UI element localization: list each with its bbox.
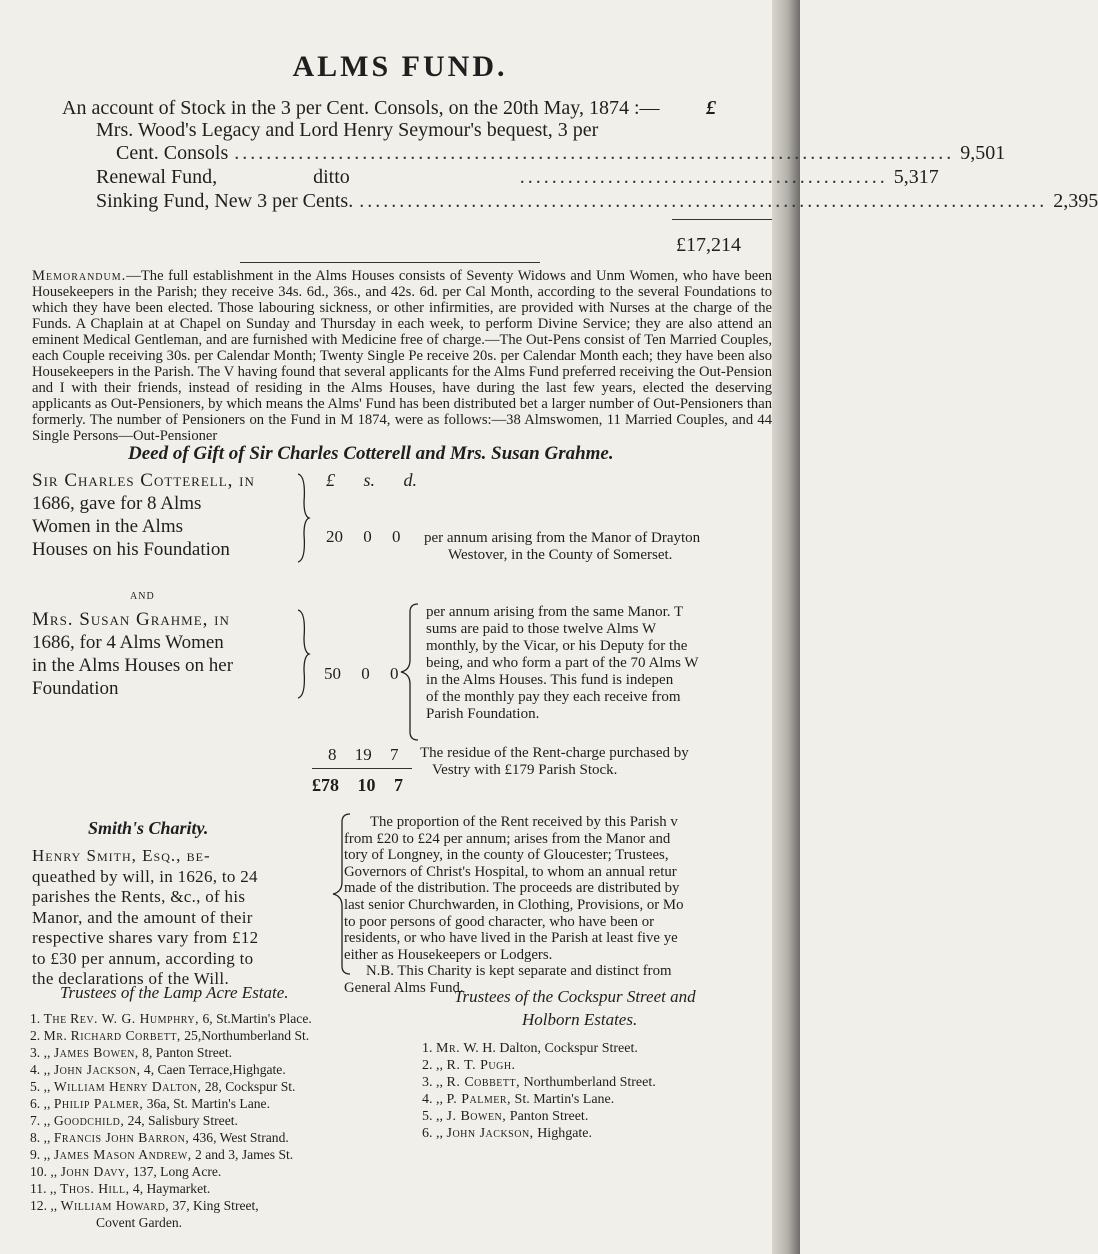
section-rule [240, 262, 540, 263]
legacy-label: Cent. Consols [116, 142, 229, 164]
residue-text: The residue of the Rent-charge purchased by Vestry with £179 Parish Stock. [420, 745, 689, 778]
list-item: 5. ,, William Henry Dalton, 28, Cockspur St. [30, 1079, 296, 1094]
memorandum [32, 268, 772, 444]
page-title: ALMS FUND. [292, 50, 508, 83]
cotterell-amount: 20 0 0 [326, 527, 401, 546]
cotterell-brace-icon [296, 472, 310, 564]
renewal-ditto: ditto [313, 166, 350, 188]
sinking-label: Sinking Fund, New 3 per Cents. [96, 190, 354, 212]
grahme-description: Mrs. Susan Grahme, in 1686, for 4 Alms Women in the Alms Houses on her Foundation [32, 609, 234, 699]
renewal-row: Renewal Fund, ditto .............................................. 5,317 [96, 166, 939, 188]
memorandum-heading: Memorandum. [32, 268, 127, 284]
account-total: £17,214 [676, 234, 741, 256]
list-item: 3. ,, James Bowen, 8, Panton Street. [30, 1045, 233, 1060]
grahme-annuity-text: per annum arising from the same Manor. T sums are paid to those twelve Alms W monthly, by the Vicar, or his Deputy for the being, and who form a part of the 70 Alms W in the Alms Houses. This fund is indepen of the monthly pay they each receive from Parish Foundation. [426, 604, 699, 722]
grahme-annuity-brace-icon [398, 602, 420, 742]
cockspur-title: Trustees of the Cockspur Street and [454, 987, 696, 1006]
grahme-brace-icon [296, 608, 310, 700]
deed-total-rule [312, 768, 412, 769]
legacy-row: Cent. Consols .......................................................................................... 9,501 [116, 142, 1006, 164]
list-item: 2. Mr. Richard Corbett, 25,Northumberland St. [30, 1028, 310, 1043]
deed-column-headers: £ s. d. [326, 470, 418, 490]
lamp-acre-trustee-list [30, 1010, 312, 1231]
renewal-value: 5,317 [893, 166, 939, 188]
total-rule [672, 219, 772, 220]
list-item: 11. ,, Thos. Hill, 4, Haymarket. [30, 1181, 211, 1196]
cotterell-description: Sir Charles Cotterell, in 1686, gave for 8 Alms Women in the Alms Houses on his Foundation [32, 470, 255, 560]
smith-title: Smith's Charity. [88, 818, 209, 838]
deed-total: £78 10 7 [312, 775, 403, 795]
list-item: 5. ,, J. Bowen, Panton Street. [422, 1109, 589, 1124]
smith-will-text: Henry Smith, Esq., be- queathed by will, in 1626, to 24 parishes the Rents, &c., of his Manor, and the amount of their respective shares vary from £12 to £30 per annum, according to the declarations of the Will. [32, 846, 259, 988]
list-item: 7. ,, Goodchild, 24, Salisbury Street. [30, 1113, 238, 1128]
cockspur-trustee-list [422, 1040, 656, 1142]
cockspur-subtitle: Holborn Estates. [522, 1010, 638, 1029]
list-item: 2. ,, R. T. Pugh. [422, 1058, 516, 1073]
account-intro: An account of Stock in the 3 per Cent. Consols, on the 20th May, 1874 :— [62, 97, 660, 119]
list-item: 9. ,, James Mason Andrew, 2 and 3, James St. [30, 1147, 294, 1162]
list-item: 6. ,, John Jackson, Highgate. [422, 1126, 593, 1141]
list-item: 12. ,, William Howard, 37, King Street, [30, 1198, 259, 1213]
cotterell-annuity-text: per annum arising from the Manor of Drayton Westover, in the County of Somerset. [424, 530, 701, 563]
list-item: 4. ,, P. Palmer, St. Martin's Lane. [422, 1092, 615, 1107]
sinking-value: 2,395 [1053, 190, 1098, 212]
list-item: 3. ,, R. Cobbett, Northumberland Street. [422, 1075, 656, 1090]
list-item: 4. ,, John Jackson, 4, Caen Terrace,Highgate. [30, 1062, 286, 1077]
deed-title: Deed of Gift of Sir Charles Cotterell and Mrs. Susan Grahme. [128, 443, 614, 464]
list-item: 8. ,, Francis John Barron, 436, West Strand. [30, 1130, 289, 1145]
grahme-amount: 50 0 0 [324, 664, 399, 683]
lamp-acre-title: Trustees of the Lamp Acre Estate. [60, 983, 289, 1002]
currency-symbol: £ [706, 97, 716, 119]
legacy-line-1: Mrs. Wood's Legacy and Lord Henry Seymour's bequest, 3 per [96, 119, 599, 141]
list-item: 1. The Rev. W. G. Humphry, 6, St.Martin's Place. [30, 1011, 312, 1026]
residue-amount: 8 19 7 [328, 745, 399, 764]
list-item: 10. ,, John Davy, 137, Long Acre. [30, 1164, 222, 1179]
smith-rent-text: The proportion of the Rent received by this Parish v from £20 to £24 per annum; arises from the Manor and tory of Longney, in the county of Gloucester; Trustees, Governors of Christ's Hospital, to whom an annual retur made of the distribution. The proceeds are distributed by last senior Churchwarden, in Clothing, Provisions, or Mo to poor persons of good character, who have been or residents, or who have lived in the Parish at least five ye either as Housekeepers or Lodgers. N.B. This Charity is kept separate and distinct from General Alms Fund. [344, 814, 684, 996]
sinking-row: Sinking Fund, New 3 per Cents. ...................................................................................... 2,395 [96, 190, 1098, 212]
list-item-continuation: Covent Garden. [96, 1215, 183, 1230]
list-item: 1. Mr. W. H. Dalton, Cockspur Street. [422, 1041, 638, 1056]
and-word: and [130, 588, 155, 603]
memorandum-text: —The full establishment in the Alms Houses consists of Seventy Widows and Unm Women, who have been Housekeepers in the Parish; they receive 34s. 6d., 36s., and 42s. 6d. per Cal Month, according to the several Foundations to which they have been elected. Those labouring sickness, or other infirmities, are provided with Nurses at the charge of the Funds. A Chaplain at at Chapel on Sunday and Thursday in each week, to perform Divine Service; they are also attend an eminent Medical Gentleman, and are furnished with Medicine free of charge.—The Out-Pens consist of Ten Married Couples, each Couple receiving 30s. per Calendar Month; Twenty Single Pe receive 20s. per Calendar Month each; they have been also Housekeepers in the Parish. The V having found that several applicants for the Alms Fund preferred receiving the Out-Pension and I with their friends, instead of residing in the Alms Houses, have during the last few years, elected the deserving applicants as Out-Pensioners, by which means the Alms' Fund has been distributed bet a larger number of Out-Pensioners than formerly. The number of Pensioners on the Fund in M 1874, were as follows:—38 Almswomen, 11 Married Couples, and 44 Single Persons—Out-Pensioner [32, 268, 772, 444]
renewal-label: Renewal Fund, [96, 166, 218, 188]
legacy-value: 9,501 [960, 142, 1006, 164]
list-item: 6. ,, Philip Palmer, 36a, St. Martin's Lane. [30, 1096, 270, 1111]
